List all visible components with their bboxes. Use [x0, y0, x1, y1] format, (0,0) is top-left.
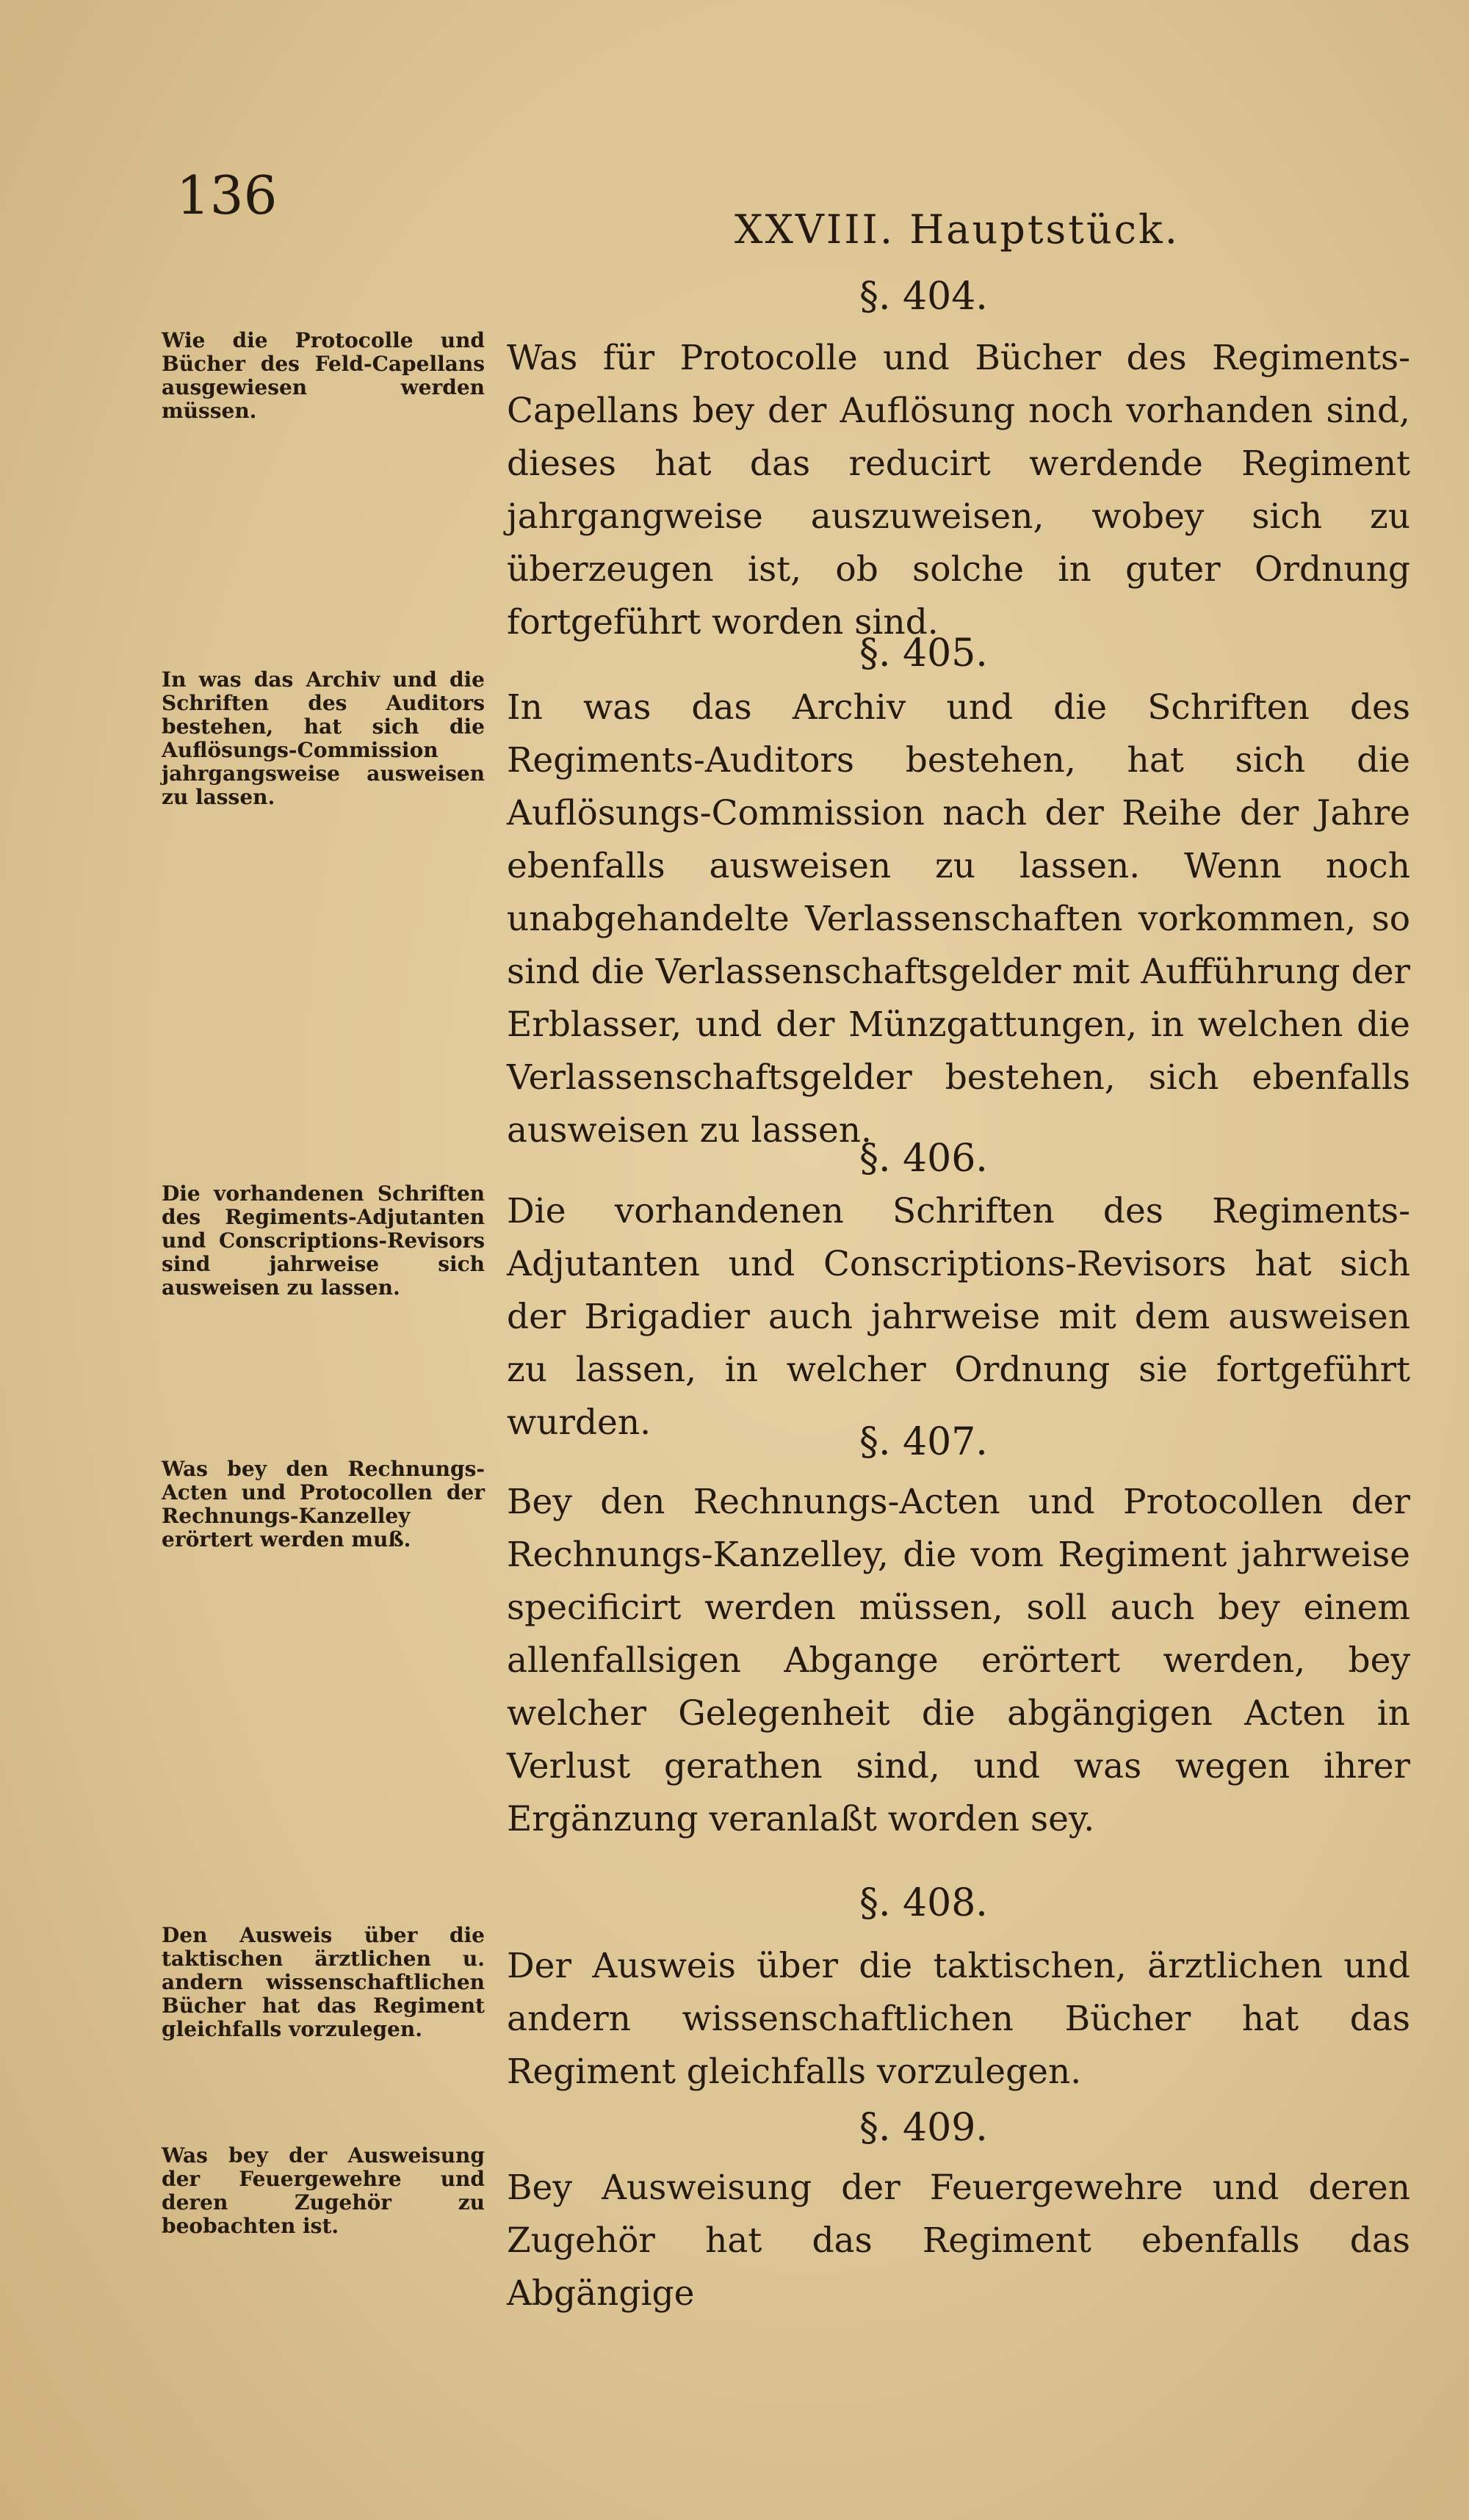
section-number: §. 408. [859, 1881, 988, 1925]
margin-note: Wie die Protocolle und Bücher des Feld-Capellans ausgewiesen werden müssen. [162, 328, 485, 423]
margin-note: Die vorhandenen Schriften des Regiments-Adjutanten und Conscriptions-Revisors sind jahrweise sich ausweisen zu lassen. [162, 1181, 485, 1300]
section-text: Was für Protocolle und Bücher des Regiments-Capellans bey der Auflösung noch vorhanden sind, dieses hat das reducirt werdende Regiment jahrgangweise auszuweisen, wobey sich zu überzeugen ist, ob solche in guter Ordnung fortgeführt worden sind. [507, 338, 1410, 642]
section-text: Der Ausweis über die taktischen, ärztlichen und andern wissenschaftlichen Bücher hat das Regiment gleichfalls vorzulegen. [507, 1946, 1410, 2092]
section-text: Bey den Rechnungs-Acten und Protocollen der Rechnungs-Kanzelley, die vom Regiment jahrweise specificirt werden müssen, soll auch bey einem allenfallsigen Abgange erörtert werden, bey welcher Gelegenheit die abgängigen Acten in Verlust gerathen sind, und was wegen ihrer Ergänzung veranlaßt worden sey. [507, 1482, 1410, 1839]
page-number: 136 [176, 164, 278, 226]
section-number: §. 407. [859, 1420, 988, 1464]
section-text: Bey Ausweisung der Feuergewehre und deren Zugehör hat das Regiment ebenfalls das Abgängige [507, 2168, 1410, 2314]
section-number: §. 409. [859, 2106, 988, 2150]
section-text: Die vorhandenen Schriften des Regiments-Adjutanten und Conscriptions-Revisors hat sich der Brigadier auch jahrweise mit dem ausweisen zu lassen, in welcher Ordnung sie fortgeführt wurden. [507, 1191, 1410, 1443]
section-number: §. 405. [859, 631, 988, 676]
margin-note: In was das Archiv und die Schriften des Auditors bestehen, hat sich die Auflösungs-Commission jahrgangsweise ausweisen zu lassen. [162, 667, 485, 809]
section-text: In was das Archiv und die Schriften des Regiments-Auditors bestehen, hat sich die Auflösungs-Commission nach der Reihe der Jahre ebenfalls ausweisen zu lassen. Wenn noch unabgehandelte Verlassenschaften vorkommen, so sind die Verlassenschaftsgelder mit Aufführung der Erblasser, und der Münzgattungen, in welchen die Verlassenschaftsgelder bestehen, sich ebenfalls ausweisen zu lassen. [507, 687, 1410, 1151]
margin-note: Was bey den Rechnungs-Acten und Protocollen der Rechnungs-Kanzelley erörtert werden muß. [162, 1457, 485, 1552]
running-head: XXVIII. Hauptstück. [734, 206, 1180, 253]
margin-note: Was bey der Ausweisung der Feuergewehre und deren Zugehör zu beobachten ist. [162, 2143, 485, 2238]
margin-note: Den Ausweis über die taktischen ärztlichen u. andern wissenschaftlichen Bücher hat das Regiment gleichfalls vorzulegen. [162, 1923, 485, 2041]
section-number: §. 404. [859, 275, 988, 319]
section-number: §. 406. [859, 1137, 988, 1181]
